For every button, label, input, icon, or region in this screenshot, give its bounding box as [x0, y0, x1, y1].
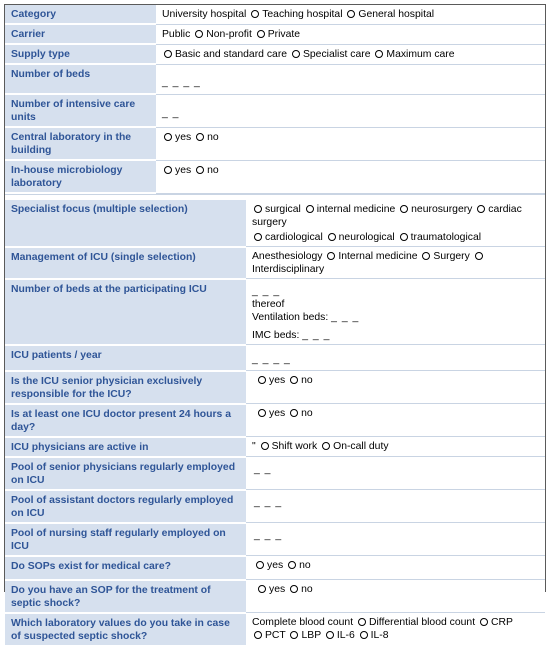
icu-units-field[interactable] [156, 94, 545, 127]
focus-option[interactable]: traumatological [398, 232, 481, 243]
pool-senior-field[interactable] [246, 457, 545, 490]
category-option[interactable]: Teaching hospital [249, 9, 342, 20]
category-option[interactable]: University hospital [162, 9, 247, 20]
category-option[interactable]: General hospital [345, 9, 434, 20]
carrier-option[interactable]: Private [255, 29, 300, 40]
radio-button-icon[interactable] [322, 442, 330, 450]
beds-blank: _ _ _ _ [162, 76, 201, 88]
microbiology-row [5, 160, 545, 193]
checkbox-icon[interactable] [360, 631, 368, 639]
pool-senior-blank: _ _ [254, 464, 272, 475]
icu-beds-blank: _ _ _ [252, 286, 281, 297]
doctor-24h-options [246, 404, 545, 437]
doctor-24h-label: Is at least one ICU doctor present 24 hours a day? [5, 404, 246, 437]
carrier-option[interactable]: Public [162, 28, 191, 40]
mgmt-option[interactable]: Surgery [420, 251, 469, 262]
focus-option[interactable]: cardiological [252, 232, 323, 243]
central-lab-label: Central laboratory in the building [5, 127, 156, 160]
icu-management-label: Management of ICU (single selection) [5, 247, 246, 279]
focus-option[interactable]: cardiac surgery [252, 204, 522, 228]
focus-option[interactable]: neurosurgery [398, 204, 472, 215]
checkbox-icon[interactable] [480, 618, 488, 626]
pool-assistant-label: Pool of assistant doctors regularly employed on ICU [5, 490, 246, 523]
radio-button-icon[interactable] [164, 50, 172, 58]
pool-nursing-blank: _ _ _ [254, 530, 283, 541]
checkbox-icon[interactable] [328, 233, 336, 241]
checkbox-icon[interactable] [290, 631, 298, 639]
sops-options [246, 556, 545, 580]
icu-info-table [5, 200, 545, 645]
radio-button-icon[interactable] [196, 133, 204, 141]
pool-assistant-blank: _ _ _ [254, 497, 283, 508]
questionnaire-form [4, 4, 546, 642]
icu-management-options [246, 247, 545, 279]
icu-management-row [5, 247, 545, 279]
sop-septic-row [5, 580, 545, 613]
on-call-option[interactable]: On-call duty [320, 441, 388, 452]
pool-nursing-label: Pool of nursing staff regularly employed on ICU [5, 523, 246, 556]
checkbox-icon[interactable] [254, 205, 262, 213]
checkbox-icon[interactable] [254, 233, 262, 241]
checkbox-icon[interactable] [254, 631, 262, 639]
senior-responsible-label: Is the ICU senior physician exclusively responsible for the ICU? [5, 371, 246, 404]
pool-nursing-row [5, 523, 545, 556]
yes-option[interactable]: yes [256, 408, 285, 419]
pool-assistant-row [5, 490, 545, 523]
hospital-info-table [5, 5, 545, 194]
specialist-focus-label: Specialist focus (multiple selection) [5, 200, 246, 247]
carrier-row [5, 24, 545, 44]
radio-button-icon[interactable] [258, 409, 266, 417]
no-option[interactable]: no [194, 165, 219, 176]
checkbox-icon[interactable] [306, 205, 314, 213]
senior-responsible-row [5, 371, 545, 404]
icu-units-blank: _ _ [162, 107, 180, 119]
supply-option[interactable]: Maximum care [373, 49, 454, 60]
radio-button-icon[interactable] [251, 10, 259, 18]
mgmt-option[interactable]: Internal medicine [325, 251, 417, 262]
icu-beds-label: Number of beds at the participating ICU [5, 279, 246, 345]
icu-patients-field[interactable] [246, 345, 545, 371]
checkbox-icon[interactable] [400, 233, 408, 241]
sop-septic-options [246, 580, 545, 613]
mgmt-option[interactable]: Interdisciplinary [252, 251, 486, 275]
central-lab-row [5, 127, 545, 160]
icu-patients-label: ICU patients / year [5, 345, 246, 371]
category-row [5, 5, 545, 24]
central-lab-options [156, 127, 545, 160]
yes-option[interactable]: yes [256, 584, 285, 595]
pool-nursing-field[interactable] [246, 523, 545, 556]
checkbox-icon[interactable] [477, 205, 485, 213]
supply-option[interactable]: Specialist care [290, 49, 371, 60]
no-option[interactable]: no [194, 132, 219, 143]
sops-row [5, 556, 545, 580]
lab-option[interactable]: IL-6 [324, 630, 355, 641]
checkbox-icon[interactable] [358, 618, 366, 626]
lab-option[interactable]: Complete blood count [252, 617, 354, 628]
radio-button-icon[interactable] [475, 252, 483, 260]
radio-button-icon[interactable] [290, 376, 298, 384]
sops-label: Do SOPs exist for medical care? [5, 556, 246, 580]
doctor-24h-row [5, 404, 545, 437]
radio-button-icon[interactable] [164, 133, 172, 141]
lab-option[interactable]: Differential blood count [356, 617, 475, 628]
yes-option[interactable]: yes [162, 165, 191, 176]
radio-button-icon[interactable] [375, 50, 383, 58]
radio-button-icon[interactable] [292, 50, 300, 58]
radio-button-icon[interactable] [258, 585, 266, 593]
no-option[interactable]: no [288, 584, 313, 595]
yes-option[interactable]: yes [256, 375, 285, 386]
category-label: Category [5, 5, 156, 24]
radio-button-icon[interactable] [422, 252, 430, 260]
radio-button-icon[interactable] [290, 409, 298, 417]
checkbox-icon[interactable] [326, 631, 334, 639]
specialist-focus-options [246, 200, 545, 247]
radio-button-icon[interactable] [196, 166, 204, 174]
lab-values-options [246, 613, 545, 645]
beds-field[interactable] [156, 64, 545, 94]
lab-values-label: Which laboratory values do you take in case of suspected septic shock? [5, 613, 246, 645]
microbiology-options [156, 160, 545, 193]
radio-button-icon[interactable] [195, 30, 203, 38]
beds-row [5, 64, 545, 94]
radio-button-icon[interactable] [347, 10, 355, 18]
thereof-label: thereof [252, 299, 285, 310]
imc-beds-blank[interactable]: _ _ _ [302, 330, 331, 341]
carrier-option[interactable]: Non-profit [193, 29, 252, 40]
category-options [156, 5, 545, 24]
icu-beds-row [5, 279, 545, 345]
focus-option[interactable]: surgical [252, 204, 301, 215]
icu-units-label: Number of intensive care units [5, 94, 156, 127]
yes-option[interactable]: yes [162, 132, 191, 143]
no-option[interactable]: no [286, 560, 311, 571]
carrier-options [156, 24, 545, 44]
radio-button-icon[interactable] [261, 442, 269, 450]
no-option[interactable]: no [288, 408, 313, 419]
ventilation-beds-label: Ventilation beds: [252, 312, 329, 323]
lab-option[interactable]: LBP [288, 630, 320, 641]
supply-type-label: Supply type [5, 44, 156, 64]
lab-option[interactable]: IL-8 [358, 630, 389, 641]
icu-units-row [5, 94, 545, 127]
checkbox-icon[interactable] [400, 205, 408, 213]
lab-values-row [5, 613, 545, 645]
carrier-label: Carrier [5, 24, 156, 44]
focus-option[interactable]: neurological [326, 232, 395, 243]
mgmt-option[interactable]: Anesthesiology [252, 251, 323, 262]
pool-senior-row [5, 457, 545, 490]
physicians-active-options [246, 437, 545, 457]
icu-patients-row [5, 345, 545, 371]
quote-mark: " [252, 441, 256, 452]
focus-option[interactable]: internal medicine [304, 204, 396, 215]
lab-option[interactable]: CRP [478, 617, 513, 628]
icu-beds-field[interactable] [246, 279, 545, 345]
specialist-focus-row [5, 200, 545, 247]
imc-beds-label: IMC beds: [252, 330, 300, 341]
microbiology-label: In-house microbiology laboratory [5, 160, 156, 193]
senior-responsible-options [246, 371, 545, 404]
yes-option[interactable]: yes [254, 560, 283, 571]
beds-label: Number of beds [5, 64, 156, 94]
radio-button-icon[interactable] [257, 30, 265, 38]
sop-septic-label: Do you have an SOP for the treatment of septic shock? [5, 580, 246, 613]
no-option[interactable]: no [288, 375, 313, 386]
lab-option[interactable]: PCT [252, 630, 286, 641]
ventilation-beds-blank[interactable]: _ _ _ [331, 312, 360, 323]
pool-senior-label: Pool of senior physicians regularly employed on ICU [5, 457, 246, 490]
supply-option[interactable]: Basic and standard care [162, 49, 287, 60]
physicians-active-row [5, 437, 545, 457]
physicians-active-label: ICU physicians are active in [5, 437, 246, 457]
radio-button-icon[interactable] [327, 252, 335, 260]
icu-patients-blank: _ _ _ _ [252, 354, 291, 365]
radio-button-icon[interactable] [288, 561, 296, 569]
supply-type-options [156, 44, 545, 64]
radio-button-icon[interactable] [290, 585, 298, 593]
radio-button-icon[interactable] [256, 561, 264, 569]
pool-assistant-field[interactable] [246, 490, 545, 523]
radio-button-icon[interactable] [164, 166, 172, 174]
shift-work-option[interactable]: Shift work [259, 441, 318, 452]
radio-button-icon[interactable] [258, 376, 266, 384]
supply-type-row [5, 44, 545, 64]
